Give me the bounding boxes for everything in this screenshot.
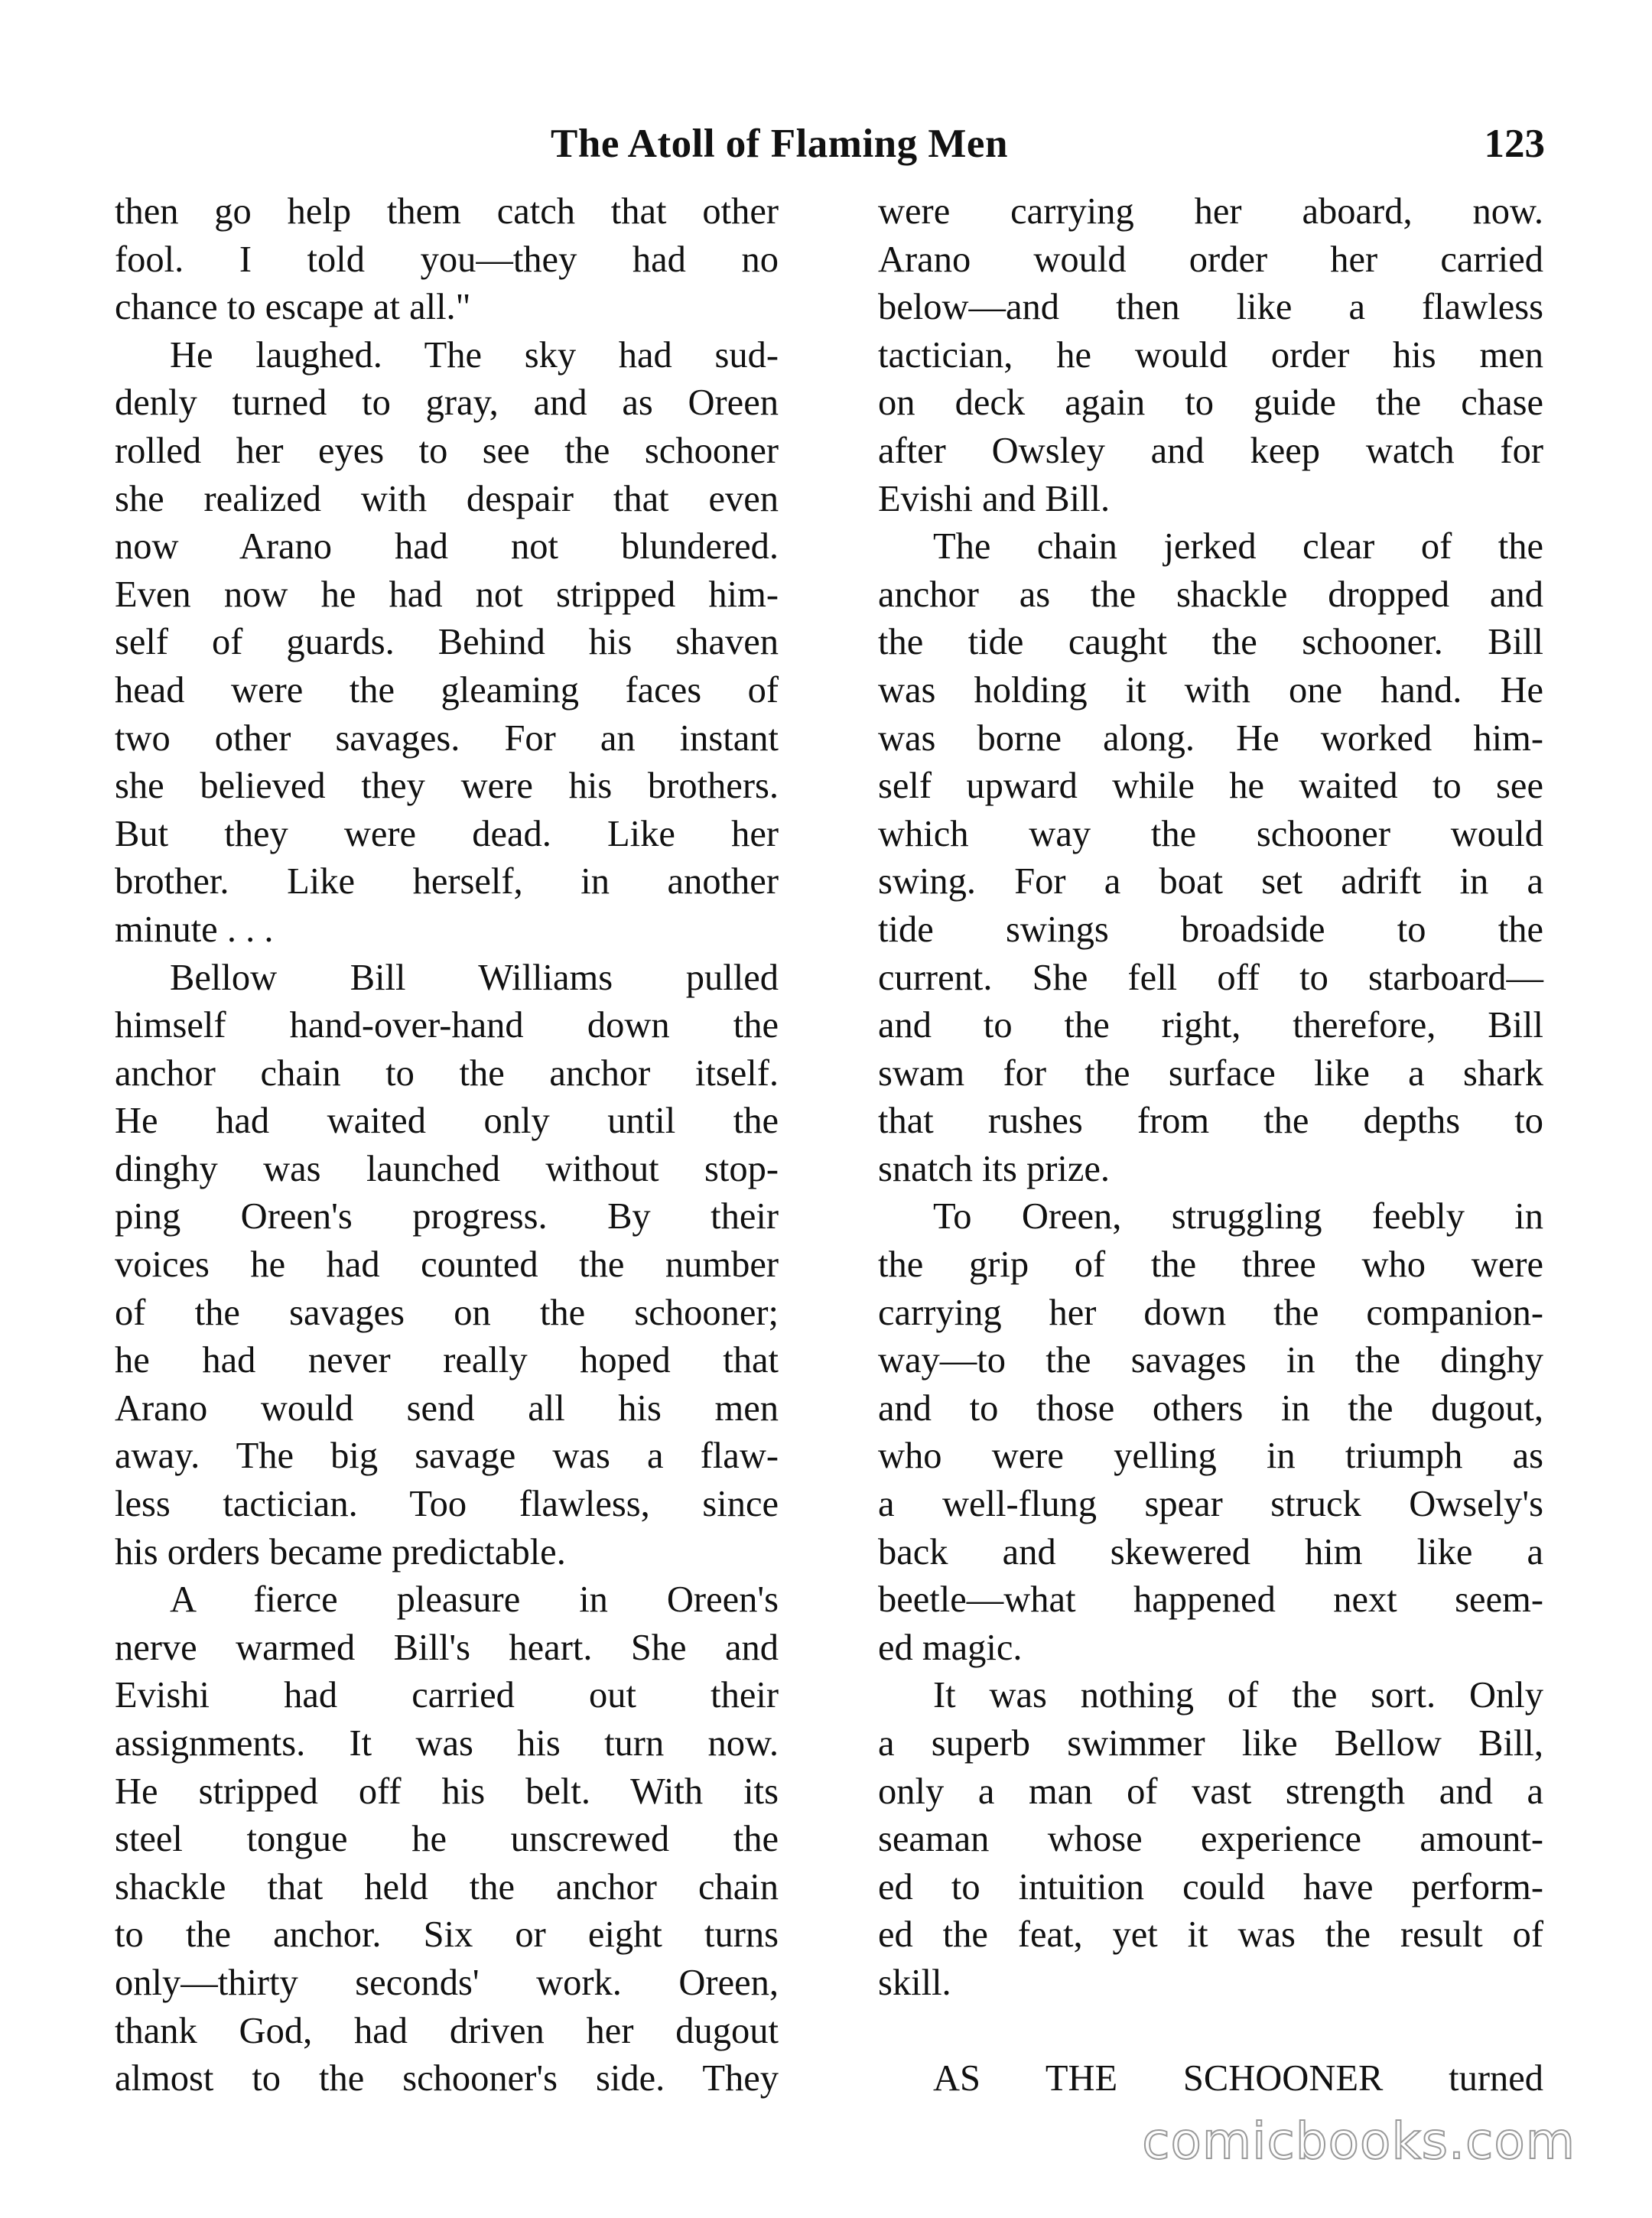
text-line: rolled her eyes to see the schooner <box>115 430 779 471</box>
text-line: voices he had counted the number <box>115 1244 779 1286</box>
text-line: shackle that held the anchor chain <box>115 1866 779 1907</box>
text-line: who were yelling in triumph as <box>878 1436 1543 1477</box>
text-line: after Owsley and keep watch for <box>878 430 1543 471</box>
text-line: was holding it with one hand. He <box>878 669 1543 711</box>
text-line: swing. For a boat set adrift in a <box>878 861 1543 902</box>
text-line: tide swings broadside to the <box>878 909 1543 950</box>
text-line: He had waited only until the <box>115 1101 779 1142</box>
text-line: were carrying her aboard, now. <box>878 191 1543 232</box>
text-line: minute . . . <box>115 909 274 950</box>
text-line: his orders became predictable. <box>115 1531 566 1572</box>
text-line: away. The big savage was a flaw- <box>115 1436 779 1477</box>
text-line: to the anchor. Six or eight turns <box>115 1914 779 1956</box>
text-line: swam for the surface like a shark <box>878 1052 1543 1094</box>
text-line: He laughed. The sky had sud- <box>170 334 779 376</box>
text-line: only a man of vast strength and a <box>878 1771 1543 1812</box>
page-header <box>115 121 1545 174</box>
text-line: brother. Like herself, in another <box>115 861 779 902</box>
text-line: only—thirty seconds' work. Oreen, <box>115 1962 779 2003</box>
text-line: He stripped off his belt. With its <box>115 1771 779 1812</box>
text-line: anchor chain to the anchor itself. <box>115 1052 779 1094</box>
text-line: a superb swimmer like Bellow Bill, <box>878 1723 1543 1764</box>
text-line: himself hand-over-hand down the <box>115 1005 779 1046</box>
text-line: assignments. It was his turn now. <box>115 1723 779 1764</box>
text-line: Evishi had carried out their <box>115 1675 779 1716</box>
text-line <box>878 2008 1543 2056</box>
text-line: To Oreen, struggling feebly in <box>933 1196 1543 1237</box>
text-line: fool. I told you—they had no <box>115 239 779 280</box>
text-line: two other savages. For an instant <box>115 717 779 759</box>
text-line: steel tongue he unscrewed the <box>115 1819 779 1860</box>
text-line: then go help them catch that other <box>115 191 779 232</box>
text-line: back and skewered him like a <box>878 1531 1543 1572</box>
text-line: was borne along. He worked him- <box>878 717 1543 759</box>
text-line: she realized with despair that even <box>115 478 779 519</box>
text-line: But they were dead. Like her <box>115 813 779 854</box>
text-line: Arano would order her carried <box>878 239 1543 280</box>
text-line: ed the feat, yet it was the result of <box>878 1914 1543 1956</box>
text-line: Arano would send all his men <box>115 1387 779 1429</box>
text-line: way—to the savages in the dinghy <box>878 1340 1543 1381</box>
text-line: ping Oreen's progress. By their <box>115 1196 779 1237</box>
text-line: self of guards. Behind his shaven <box>115 622 779 663</box>
right-text-column <box>878 188 1543 2103</box>
text-line: beetle—what happened next seem- <box>878 1579 1543 1621</box>
text-line: dinghy was launched without stop- <box>115 1148 779 1189</box>
text-line: head were the gleaming faces of <box>115 669 779 711</box>
watermark-logo: comicbooks.com <box>1142 2112 1576 2171</box>
text-line: on deck again to guide the chase <box>878 382 1543 424</box>
text-line: which way the schooner would <box>878 813 1543 854</box>
text-line: and to the right, therefore, Bill <box>878 1005 1543 1046</box>
text-line: snatch its prize. <box>878 1148 1111 1189</box>
text-line: Evishi and Bill. <box>878 478 1111 519</box>
text-line: anchor as the shackle dropped and <box>878 574 1543 615</box>
text-line: skill. <box>878 1962 951 2003</box>
text-line: the tide caught the schooner. Bill <box>878 622 1543 663</box>
text-line: now Arano had not blundered. <box>115 526 779 568</box>
text-line: It was nothing of the sort. Only <box>933 1675 1543 1716</box>
running-title: The Atoll of Flaming Men <box>551 122 1008 166</box>
text-line: below—and then like a flawless <box>878 287 1543 328</box>
left-text-column <box>115 188 779 2103</box>
text-line: that rushes from the depths to <box>878 1101 1543 1142</box>
text-line: the grip of the three who were <box>878 1244 1543 1286</box>
text-line: tactician, he would order his men <box>878 334 1543 376</box>
text-line: Even now he had not stripped him- <box>115 574 779 615</box>
text-line: almost to the schooner's side. They <box>115 2058 779 2099</box>
text-line: ed magic. <box>878 1627 1023 1668</box>
text-line: Bellow Bill Williams pulled <box>170 957 779 998</box>
page-number: 123 <box>1484 122 1545 166</box>
text-line: The chain jerked clear of the <box>933 526 1543 568</box>
text-line: and to those others in the dugout, <box>878 1387 1543 1429</box>
text-line: less tactician. Too flawless, since <box>115 1484 779 1525</box>
text-line: chance to escape at all." <box>115 287 471 328</box>
text-line: a well-flung spear struck Owsely's <box>878 1484 1543 1525</box>
text-line: of the savages on the schooner; <box>115 1292 779 1333</box>
text-line: carrying her down the companion- <box>878 1292 1543 1333</box>
text-line: AS THE SCHOONER turned <box>933 2058 1543 2099</box>
text-line: he had never really hoped that <box>115 1340 779 1381</box>
text-line: she believed they were his brothers. <box>115 766 779 807</box>
text-line: thank God, had driven her dugout <box>115 2010 779 2051</box>
text-line: ed to intuition could have perform- <box>878 1866 1543 1907</box>
text-line: denly turned to gray, and as Oreen <box>115 382 779 424</box>
text-line: seaman whose experience amount- <box>878 1819 1543 1860</box>
text-line: current. She fell off to starboard— <box>878 957 1543 998</box>
text-line: self upward while he waited to see <box>878 766 1543 807</box>
text-line: nerve warmed Bill's heart. She and <box>115 1627 779 1668</box>
text-line: A fierce pleasure in Oreen's <box>170 1579 779 1621</box>
